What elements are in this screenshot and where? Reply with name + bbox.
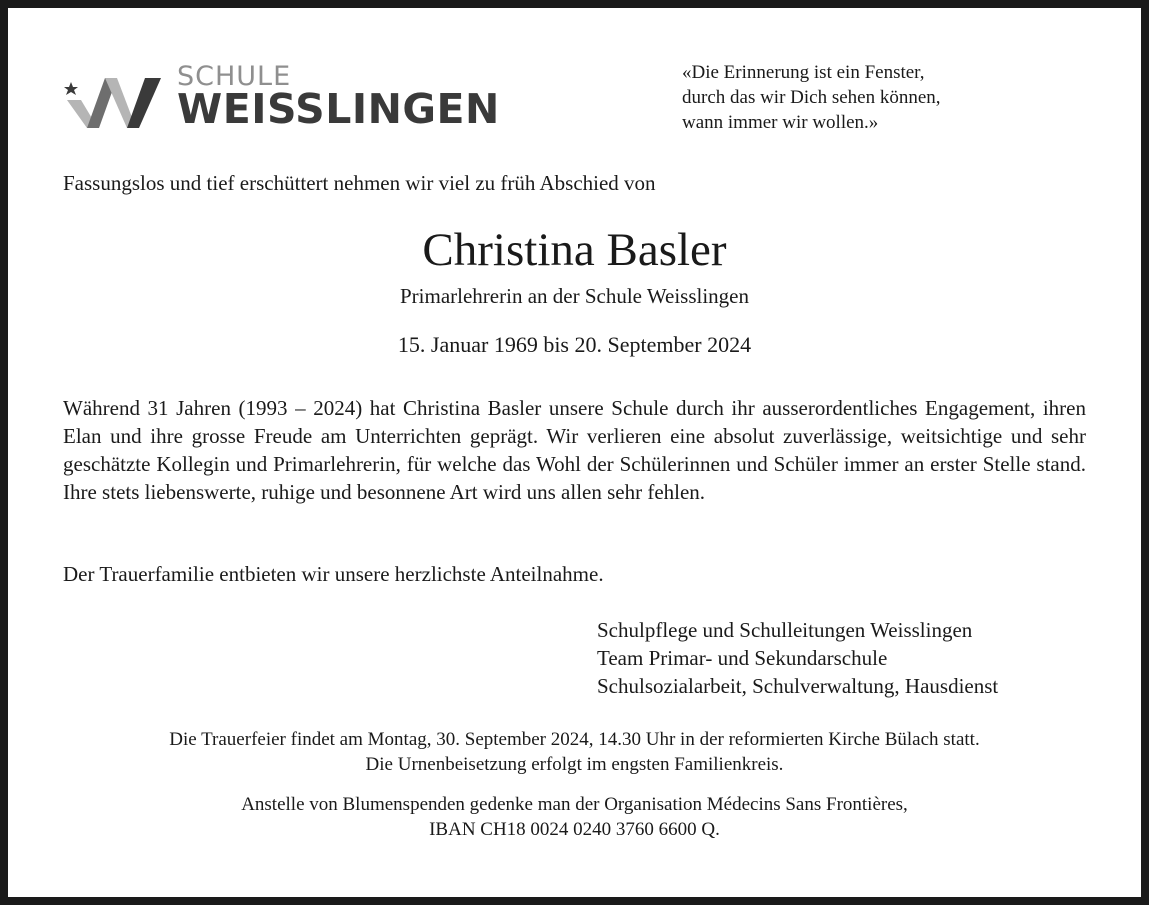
school-logo [63, 61, 533, 134]
life-dates: 15. Januar 1969 bis 20. September 2024 [397, 332, 752, 357]
condolence-text: Der Trauerfamilie entbieten wir unsere herzlichste Anteilnahme. [63, 562, 604, 586]
quote-line: «Die Erinnerung ist ein Fenster, [682, 62, 925, 83]
quote-line: wann immer wir wollen.» [682, 112, 879, 133]
funeral-info [0, 727, 1149, 777]
star-w-logo-icon [63, 64, 173, 134]
deceased-role: Primarlehrerin an der Schule Weisslingen [400, 284, 749, 308]
signer-line: Team Primar- und Sekundarschule [597, 646, 888, 670]
logo-text-weisslingen: WEISSLINGEN [177, 85, 500, 133]
intro-text: Fassungslos und tief erschüttert nehmen wir viel zu früh Abschied von [63, 171, 656, 195]
donation-line: Anstelle von Blumenspenden gedenke man der Organisation Médecins Sans Frontières, [241, 794, 908, 815]
quote-line: durch das wir Dich sehen können, [682, 87, 941, 108]
iban-line: IBAN CH18 0024 0240 3760 6600 Q. [429, 819, 720, 840]
signers-block [597, 616, 998, 700]
deceased-name: Christina Basler [422, 224, 727, 276]
memorial-quote [682, 60, 941, 135]
burial-line: Die Urnenbeisetzung erfolgt im engsten Familienkreis. [365, 754, 784, 775]
donation-info [0, 792, 1149, 842]
tribute-paragraph: Während 31 Jahren (1993 – 2024) hat Christina Basler unsere Schule durch ihr ausserordentliches Engagement, ihren Elan und ihre grosse Freude am Unterrichten geprägt. Wir verlieren eine absolut zuverlässige, weitsichtige und sehr geschätzte Kollegin und Primarlehrerin, für welche das Wohl der Schülerinnen und Schüler immer an erster Stelle stand. Ihre stets liebenswerte, ruhige und besonnene Art wird uns allen sehr fehlen. [63, 396, 1086, 504]
signer-line: Schulpflege und Schulleitungen Weisslingen [597, 618, 973, 642]
funeral-line: Die Trauerfeier findet am Montag, 30. September 2024, 14.30 Uhr in der reformierten Kirche Bülach statt. [169, 729, 980, 750]
logo-text-schule: SCHULE [177, 61, 292, 92]
signer-line: Schulsozialarbeit, Schulverwaltung, Hausdienst [597, 674, 999, 698]
